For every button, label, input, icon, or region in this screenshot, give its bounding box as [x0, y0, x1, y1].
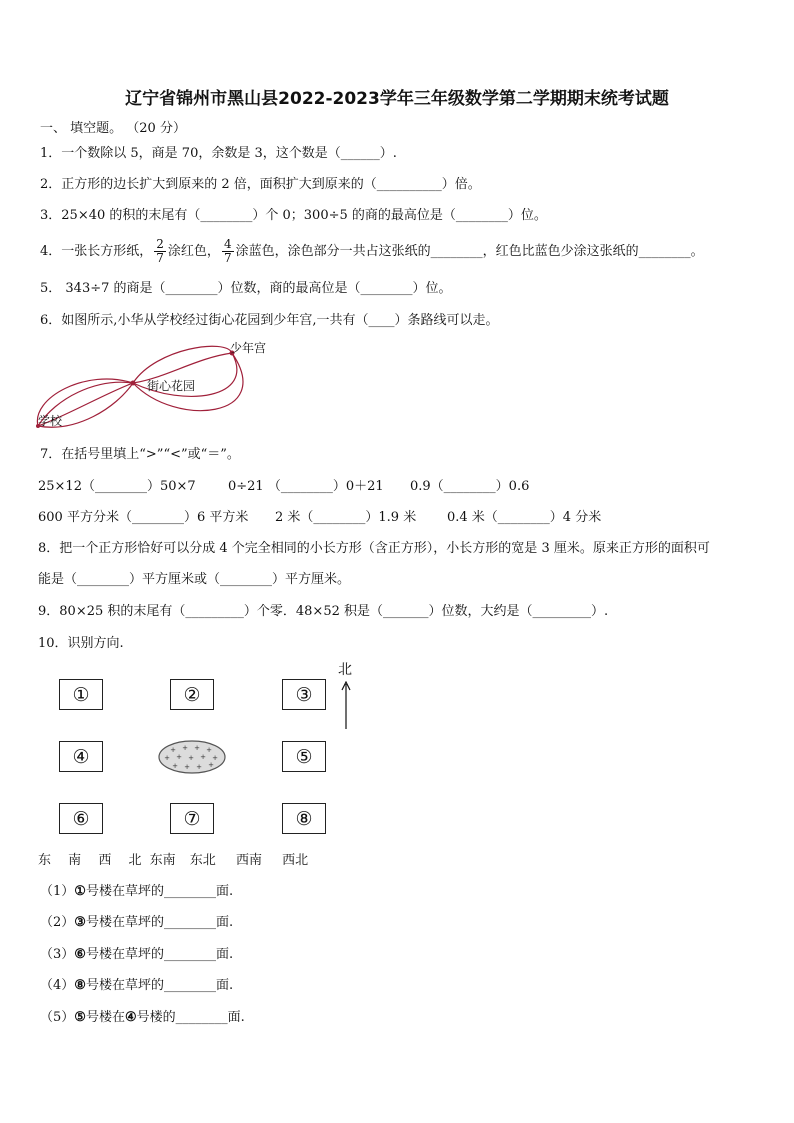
question-10: 10．识别方向. — [38, 636, 124, 651]
direction-word: 西 — [98, 853, 112, 868]
q7-item: 2 米（________）1.9 米 — [275, 510, 417, 525]
fraction-numerator: 4 — [223, 237, 232, 251]
building-5: ⑤ — [282, 741, 326, 772]
sub-text: 号楼在草坪的________面. — [85, 947, 234, 962]
svg-text:+: + — [200, 753, 206, 761]
question-4 — [40, 236, 704, 268]
question-8-line2: 能是（________）平方厘米或（________）平方厘米。 — [38, 572, 351, 587]
direction-word: 东南 — [149, 853, 176, 868]
sub-number: （2） — [40, 915, 75, 930]
sub-number: （4） — [40, 978, 75, 993]
direction-word: 西南 — [235, 853, 262, 868]
svg-text:+: + — [196, 763, 202, 771]
building-7: ⑦ — [170, 803, 214, 834]
sub-question-4 — [40, 978, 233, 994]
sub-question-5 — [40, 1010, 245, 1026]
label-garden: 街心花园 — [147, 379, 196, 393]
svg-text:+: + — [184, 763, 190, 771]
question-9: 9．80×25 积的末尾有（_________）个零．48×52 积是（_______）位数，大约是（_________）. — [38, 604, 609, 619]
fraction-denominator: 7 — [223, 251, 232, 265]
sub-number: （3） — [40, 947, 75, 962]
lawn-oval — [157, 739, 227, 775]
building-ref: ④ — [124, 1010, 137, 1025]
section-heading: 一、 填空题。 （20 分） — [40, 121, 186, 136]
svg-text:+: + — [208, 761, 214, 769]
question-1: 1．一个数除以 5，商是 70，余数是 3，这个数是（______）. — [40, 146, 397, 161]
direction-word: 南 — [68, 853, 82, 868]
q7-item: 0.9（________）0.6 — [410, 479, 530, 494]
building-ref: ① — [74, 884, 86, 899]
direction-word: 东北 — [189, 853, 216, 868]
building-ref: ⑧ — [74, 978, 86, 993]
building-4: ④ — [59, 741, 103, 772]
north-label: 北 — [338, 662, 352, 678]
label-school: 学校 — [38, 414, 63, 428]
svg-text:+: + — [182, 744, 188, 752]
building-1: ① — [59, 679, 103, 710]
svg-text:+: + — [170, 746, 176, 754]
question-7: 7．在括号里填上“>”“<”或“＝”。 — [40, 447, 240, 462]
q7-item: 600 平方分米（________）6 平方米 — [38, 510, 249, 525]
sub-text: 号楼的________面. — [136, 1010, 245, 1025]
sub-question-2 — [40, 915, 233, 931]
fraction-four-sevenths — [222, 238, 234, 265]
q7-item: 0.4 米（________）4 分米 — [447, 510, 602, 525]
q7-item: 25×12（________）50×7 — [38, 479, 196, 494]
svg-text:+: + — [176, 753, 182, 761]
sub-text: 号楼在草坪的________面. — [85, 915, 234, 930]
north-arrow-icon — [339, 681, 353, 731]
direction-word: 东 — [38, 853, 52, 868]
question-3: 3．25×40 的积的末尾有（________）个 0；300÷5 的商的最高位是（________）位。 — [40, 208, 547, 223]
building-2: ② — [170, 679, 214, 710]
sub-text: 号楼在草坪的________面. — [85, 884, 234, 899]
svg-text:+: + — [194, 744, 200, 752]
page-title: 辽宁省锦州市黑山县2022-2023学年三年级数学第二学期期末统考试题 — [125, 89, 669, 109]
direction-word: 北 — [128, 853, 142, 868]
svg-text:+: + — [164, 754, 170, 762]
building-ref: ⑤ — [74, 1010, 86, 1025]
question-8-line1: 8．把一个正方形恰好可以分成 4 个完全相同的小长方形（含正方形），小长方形的宽是 3 厘米。原来正方形的面积可 — [38, 541, 710, 556]
question-2: 2．正方形的边长扩大到原来的 2 倍，面积扩大到原来的（__________）倍。 — [40, 177, 481, 192]
q4-text-a: 4．一张长方形纸， — [40, 244, 153, 259]
sub-text: 号楼在 — [85, 1010, 125, 1025]
svg-text:+: + — [206, 746, 212, 754]
fraction-denominator: 7 — [156, 251, 164, 265]
building-8: ⑧ — [282, 803, 326, 834]
sub-number: （1） — [40, 884, 75, 899]
q7-item: 0÷21 （________）0＋21 — [228, 479, 384, 494]
building-3: ③ — [282, 679, 326, 710]
question-6: 6．如图所示,小华从学校经过街心花园到少年宫,一共有（____）条路线可以走。 — [40, 313, 499, 328]
svg-text:+: + — [212, 754, 218, 762]
fraction-numerator: 2 — [156, 237, 164, 251]
sub-question-1 — [40, 884, 233, 900]
svg-text:+: + — [172, 762, 178, 770]
building-6: ⑥ — [59, 803, 103, 834]
question-5: 5． 343÷7 的商是（________）位数，商的最高位是（________）位。 — [40, 281, 452, 296]
direction-options — [38, 853, 308, 869]
direction-word: 西北 — [282, 853, 309, 868]
svg-text:+: + — [188, 754, 194, 762]
building-ref: ③ — [74, 915, 86, 930]
q4-text-b: 涂红色， — [167, 244, 220, 259]
sub-question-3 — [40, 947, 233, 963]
sub-text: 号楼在草坪的________面. — [85, 978, 234, 993]
label-youth-palace: 少年宫 — [230, 341, 267, 355]
sub-number: （5） — [40, 1010, 75, 1025]
building-ref: ⑥ — [74, 947, 86, 962]
fraction-two-sevenths — [154, 238, 166, 265]
q4-text-c: 涂蓝色，涂色部分一共占这张纸的________，红色比蓝色少涂这张纸的________。 — [235, 244, 704, 259]
